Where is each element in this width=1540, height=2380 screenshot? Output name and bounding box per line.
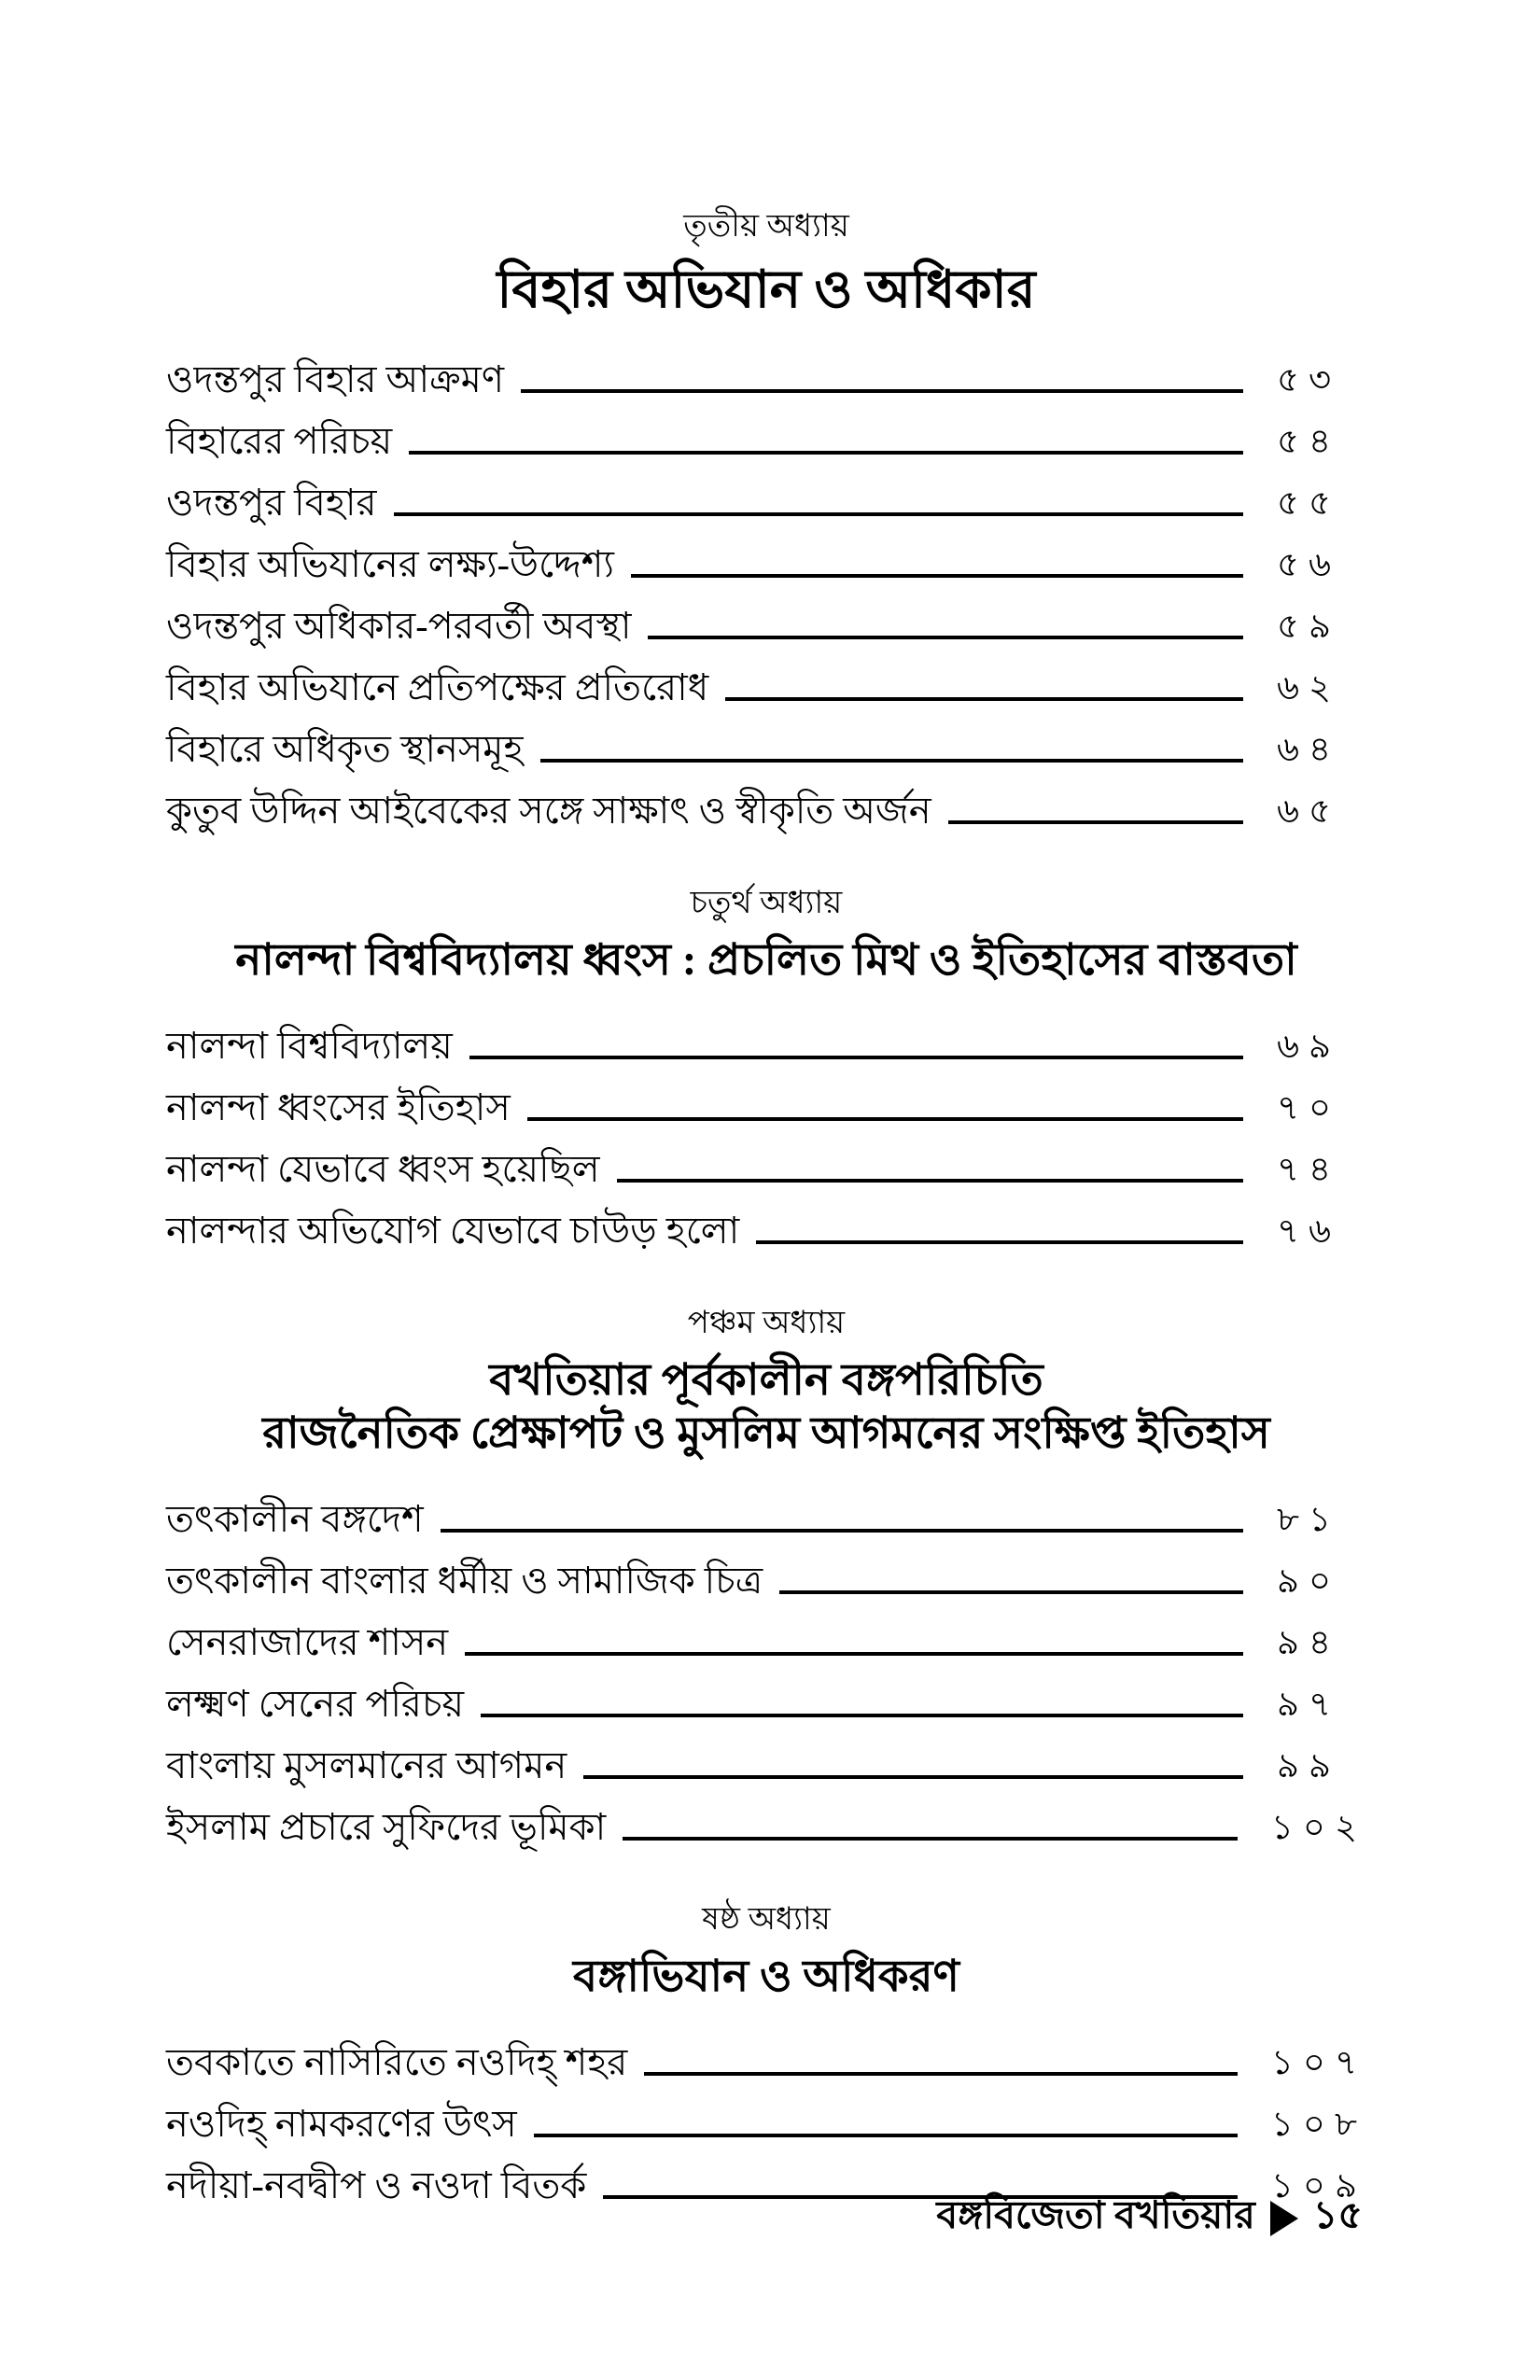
toc-entry-row [166,587,1366,649]
toc-section [166,1304,1366,1850]
leader-line [756,1240,1243,1244]
toc-entry-row [166,525,1366,587]
leader-line [521,389,1243,393]
toc-entry-title: তৎকালীন বঙ্গদেশ [166,1497,424,1540]
leader-line [631,574,1243,578]
toc-entry-title: কুতুব উদ্দিন আইবেকের সঙ্গে সাক্ষাৎ ও স্বীকৃতি অর্জন [166,789,931,832]
toc-entry-row [166,1480,1366,1542]
toc-section [166,1900,1366,2208]
toc-entry-title: বিহার অভিযানে প্রতিপক্ষের প্রতিরোধ [166,665,709,708]
toc-entry-page-number: ৬২ [1277,669,1341,708]
toc-entry-title: নালন্দার অভিযোগ যেভাবে চাউড় হলো [166,1209,740,1252]
toc-entry-row [166,772,1366,833]
leader-line [534,2134,1238,2137]
leader-line [948,820,1243,824]
triangle-marker-icon [1270,2201,1298,2236]
leader-line [540,759,1244,763]
toc-entry-page-number: ৭৪ [1277,1150,1341,1189]
toc-entry-title: বিহারে অধিকৃত স্থানসমূহ [166,727,524,770]
toc-entry-row [166,1069,1366,1130]
toc-entry-page-number: ৫৫ [1277,484,1341,524]
section-title-line: বঙ্গাভিযান ও অধিকরণ [573,1953,959,2002]
section-titles [166,259,1366,322]
leader-line [394,512,1243,516]
toc-entry-page-number: ১০২ [1270,1809,1366,1848]
leader-line [481,1714,1243,1717]
toc-entry-title: লক্ষ্মণ সেনের পরিচয় [166,1682,465,1725]
toc-entry-page-number: ৭৬ [1277,1211,1341,1251]
section-title-line: বিহার অভিযান ও অধিকার [497,260,1036,319]
toc-entry-page-number: ৯৪ [1277,1624,1341,1663]
toc-entry-row [166,1007,1366,1069]
toc-entry-page-number: ৫৬ [1277,546,1341,585]
toc-entry-title: তৎকালীন বাংলার ধর্মীয় ও সামাজিক চিত্র [166,1559,763,1602]
toc-entry-row [166,1130,1366,1192]
section-title-line: নালন্দা বিশ্ববিদ্যালয় ধ্বংস : প্রচলিত মিথ ও ইতিহাসের বাস্তবতা [235,936,1297,986]
leader-line [779,1590,1243,1594]
toc-entry-page-number: ৮১ [1277,1501,1341,1540]
toc-entry-title: নওদিহ্ নামকরণের উৎস [166,2102,517,2145]
toc-entry-title: ইসলাম প্রচারে সুফিদের ভূমিকা [166,1805,607,1848]
section-titles [166,934,1366,987]
toc-entry-row [166,341,1366,402]
leader-line [465,1652,1243,1656]
toc-entry-title: সেনরাজাদের শাসন [166,1620,449,1663]
toc-entry-page-number: ৫৯ [1277,608,1341,647]
toc-entry-row [166,649,1366,710]
toc-section [166,207,1366,833]
toc-entry-page-number: ৫৩ [1277,361,1341,400]
toc-entry-title: ওদন্তপুর বিহার আক্রমণ [166,357,505,400]
toc-entries [166,2023,1366,2208]
toc-entry-title: নালন্দা যেভাবে ধ্বংস হয়েছিল [166,1147,600,1190]
toc-entries [166,341,1366,833]
toc-entry-title: নালন্দা ধ্বংসের ইতিহাস [166,1085,511,1128]
toc-entry-page-number: ১০৯ [1270,2166,1366,2205]
toc-entries [166,1007,1366,1253]
toc-entry-title: ওদন্তপুর বিহার [166,481,377,524]
toc-entry-page-number: ৬৪ [1277,731,1341,770]
section-titles [166,1951,1366,2004]
leader-line [725,697,1243,701]
toc-section [166,884,1366,1253]
leader-line [583,1775,1243,1779]
toc-entry-title: নদীয়া-নবদ্বীপ ও নওদা বিতর্ক [166,2163,587,2206]
chapter-label: ষষ্ঠ অধ্যায় [702,1901,831,1937]
toc-entry-title: নালন্দা বিশ্ববিদ্যালয় [166,1024,453,1067]
chapter-label: চতুর্থ অধ্যায় [690,885,843,920]
section-title-line: বখতিয়ার পূর্বকালীন বঙ্গপরিচিতি [489,1356,1043,1406]
toc-entry-page-number: ৯৭ [1277,1686,1341,1725]
toc-entry-title: তবকাতে নাসিরিতে নওদিহ্ শহর [166,2040,628,2083]
toc-entry-row [166,1665,1366,1727]
toc-entries [166,1480,1366,1850]
leader-line [409,451,1243,455]
toc-entry-page-number: ৬৫ [1277,792,1341,832]
section-title-line: রাজনৈতিক প্রেক্ষাপট ও মুসলিম আগমনের সংক্ষিপ্ত ইতিহাস [262,1409,1270,1459]
toc-entry-title: বাংলায় মুসলমানের আগমন [166,1743,567,1786]
toc-entry-row [166,1542,1366,1603]
toc-entry-row [166,2023,1366,2085]
toc-entry-row [166,710,1366,772]
page-footer [936,2186,1363,2250]
chapter-label: তৃতীয় অধ্যায় [683,209,849,244]
section-titles [166,1354,1366,1462]
toc-entry-row [166,1727,1366,1788]
leader-line [617,1179,1243,1183]
toc-entry-row [166,1788,1366,1850]
toc-entry-row [166,1192,1366,1253]
toc-entry-page-number: ১০৮ [1270,2105,1366,2144]
leader-line [441,1529,1243,1533]
leader-line [623,1837,1238,1841]
toc-entry-page-number: ৭০ [1277,1088,1341,1127]
table-of-contents [166,207,1366,2208]
toc-entry-title: ওদন্তপুর অধিকার-পরবর্তী অবস্থা [166,604,632,647]
toc-entry-title: বিহার অভিযানের লক্ষ্য-উদ্দেশ্য [166,542,615,585]
toc-entry-title: বিহারের পরিচয় [166,419,393,462]
toc-entry-page-number: ৯৯ [1277,1747,1341,1786]
toc-entry-row [166,1603,1366,1665]
footer-page-number: ১৫ [1312,2193,1363,2236]
toc-entry-row [166,402,1366,464]
leader-line [644,2072,1238,2076]
toc-entry-page-number: ৯০ [1277,1562,1341,1602]
toc-entry-page-number: ৫৪ [1277,423,1341,462]
leader-line [648,636,1243,639]
toc-entry-row [166,464,1366,525]
toc-entry-page-number: ৬৯ [1277,1027,1341,1066]
leader-line [469,1056,1243,1059]
toc-entry-row [166,2085,1366,2147]
chapter-label: পঞ্চম অধ্যায় [687,1305,846,1340]
leader-line [527,1117,1243,1121]
toc-entry-page-number: ১০৭ [1270,2043,1366,2082]
footer-book-title: বঙ্গবিজেতা বখতিয়ার [936,2193,1255,2236]
